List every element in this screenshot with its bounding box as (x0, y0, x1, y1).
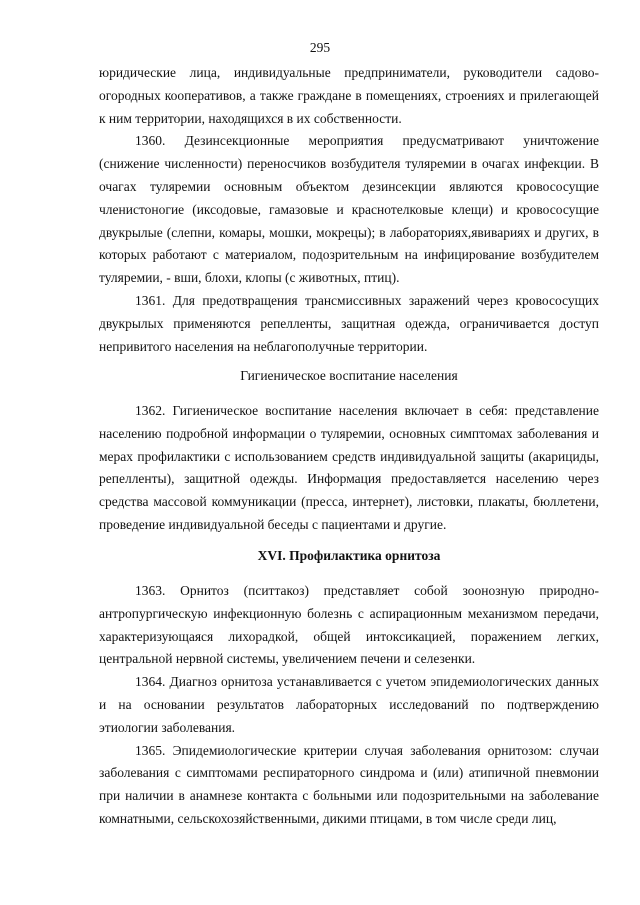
paragraph-1363: 1363. Орнитоз (пситтакоз) представляет собой зоонозную природно-антропургическую инфекционную болезнь с аспирационным механизмом передачи, характеризующаяся лихорадкой, общей интоксикацией, поражением легких, центральной нервной системы, увеличением печени и селезенки. (99, 583, 599, 667)
text-block-middle (99, 400, 599, 537)
text-block-top (99, 62, 599, 358)
text-block-hygiene (99, 365, 599, 388)
paragraph-1364: 1364. Диагноз орнитоза устанавливается с учетом эпидемиологических данных и на основании результатов лабораторных исследований по подтверждению этиологии заболевания. (99, 674, 599, 735)
text-block-bottom (99, 580, 599, 831)
paragraph-1361: 1361. Для предотвращения трансмиссивных заражений через кровососущих двукрылых применяются репелленты, защитная одежда, ограничивается доступ непривитого населения на неблагополучные территории. (99, 292, 599, 354)
text-block-section (99, 545, 599, 568)
page-number: 295 (309, 40, 331, 55)
paragraph-1365: 1365. Эпидемиологические критерии случая заболевания орнитозом: случаи заболевания с симптомами респираторного синдрома и (или) атипичной пневмонии при наличии в анамнезе контакта с больными или подозрительными на заболевание комнатными, сельскохозяйственными, дикими птицами, в том числе среди лиц, (99, 742, 599, 826)
paragraph-1360: 1360. Дезинсекционные мероприятия предусматривают уничтожение (снижение численности) переносчиков возбудителя туляремии в очагах инфекции. В очагах туляремии основным объектом дезинсекции являются кровососущие членистоногие (иксодовые, гамазовые и краснотелковые клещи) и кровососущие двукрылые (слепни, комары, мошки, мокрецы); в лабораториях,явивариях и других, в которых работают с материалом, подозрительным на инфицирование возбудителем туляремии, - вши, блохи, клопы (с животных, птиц). (99, 133, 599, 286)
section-heading: XVI. Профилактика орнитоза (257, 548, 441, 563)
subheading-hygiene: Гигиеническое воспитание населения (240, 368, 458, 383)
paragraph-continuation: юридические лица, индивидуальные предприниматели, руководители садово-огородных кооперативов, а также граждане в помещениях, строениях и прилегающей к ним территории, находящихся в их собственности. (99, 65, 599, 126)
paragraph-1362: 1362. Гигиеническое воспитание населения включает в себя: представление населению подробной информации о туляремии, основных симптомах заболевания и мерах профилактики с использованием средств индивидуальной защиты (акарициды, репелленты), защитной одежды. Информация предоставляется населению через средства массовой коммуникации (пресса, интернет), листовки, плакаты, бюллетени, проведение индивидуальной беседы с пациентами и другие. (99, 403, 599, 532)
